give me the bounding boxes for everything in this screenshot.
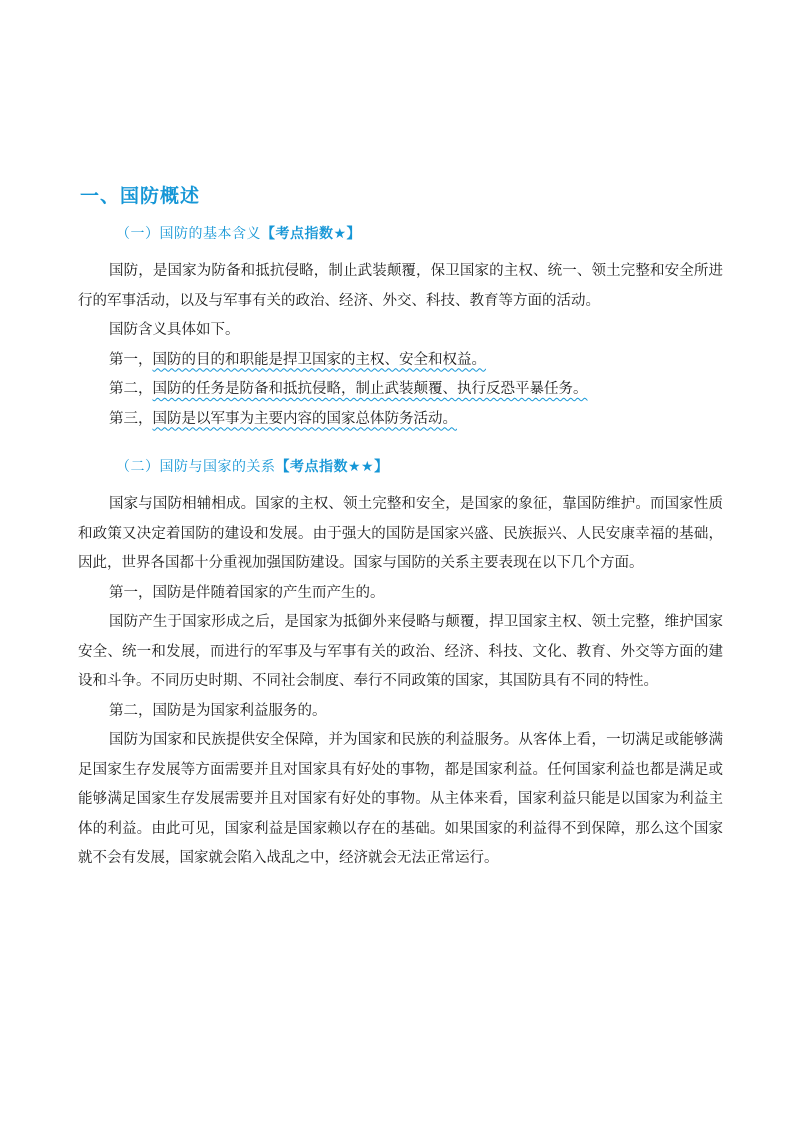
exam-index-tag: 【考点指数★★】 bbox=[275, 459, 389, 475]
paragraph: 国防，是国家为防备和抵抗侵略，制止武装颠覆，保卫国家的主权、统一、领土完整和安全所进行的军事活动，以及与军事有关的政治、经济、外交、科技、教育等方面的活动。 bbox=[78, 263, 723, 309]
subsection-heading-text: （二）国防与国家的关系 bbox=[116, 459, 276, 475]
point-text-underlined: 国防的目的和职能是捍卫国家的主权、安全和权益。 bbox=[152, 351, 486, 368]
paragraph: 第一，国防是伴随着国家的产生而产生的。 bbox=[109, 584, 385, 601]
point-prefix: 第一， bbox=[109, 351, 153, 368]
point-prefix: 第二， bbox=[109, 381, 153, 397]
point-text-underlined: 国防的任务是防备和抵抗侵略，制止武装颠覆、执行反恐平暴任务。 bbox=[152, 381, 588, 397]
subsection-heading-2 bbox=[116, 456, 389, 476]
point-prefix: 第三， bbox=[109, 410, 153, 427]
point-item bbox=[78, 375, 723, 405]
subsection-heading-text: （一）国防的基本含义 bbox=[116, 226, 261, 242]
point-item bbox=[78, 346, 723, 376]
point-item bbox=[78, 405, 723, 435]
point-text-underlined: 国防是以军事为主要内容的国家总体防务活动。 bbox=[152, 410, 457, 427]
paragraph: 第二，国防是为国家利益服务的。 bbox=[109, 702, 327, 719]
paragraph: 国防为国家和民族提供安全保障，并为国家和民族的利益服务。从客体上看，一切满足或能够满足国家生存发展等方面需要并且对国家具有好处的事物，都是国家利益。任何国家利益也都是满足或能够满足国家生存发展需要并且对国家有好处的事物。从主体来看，国家利益只能是以国家为利益主体的利益。由此可见，国家利益是国家赖以存在的基础。如果国家的利益得不到保障，那么这个国家就不会有发展，国家就会陷入战乱之中，经济就会无法正常运行。 bbox=[78, 732, 723, 866]
exam-index-tag: 【考点指数★】 bbox=[261, 226, 362, 242]
subsection-heading-1 bbox=[116, 223, 361, 243]
paragraph: 国防含义具体如下。 bbox=[109, 322, 240, 338]
subsection-1-body bbox=[78, 257, 723, 434]
paragraph: 国家与国防相辅相成。国家的主权、领土完整和安全，是国家的象征，靠国防维护。而国家性质和政策又决定着国防的建设和发展。由于强大的国防是国家兴盛、民族振兴、人民安康幸福的基础，因此，世界各国都十分重视加强国防建设。国家与国防的关系主要表现在以下几个方面。 bbox=[78, 496, 723, 571]
section-title: 一、国防概述 bbox=[80, 185, 201, 207]
subsection-2-body bbox=[78, 490, 723, 874]
paragraph: 国防产生于国家形成之后，是国家为抵御外来侵略与颠覆，捍卫国家主权、领土完整，维护国家安全、统一和发展，而进行的军事及与军事有关的政治、经济、科技、文化、教育、外交等方面的建设和斗争。不同历史时期、不同社会制度、奉行不同政策的国家，其国防具有不同的特性。 bbox=[78, 614, 723, 689]
